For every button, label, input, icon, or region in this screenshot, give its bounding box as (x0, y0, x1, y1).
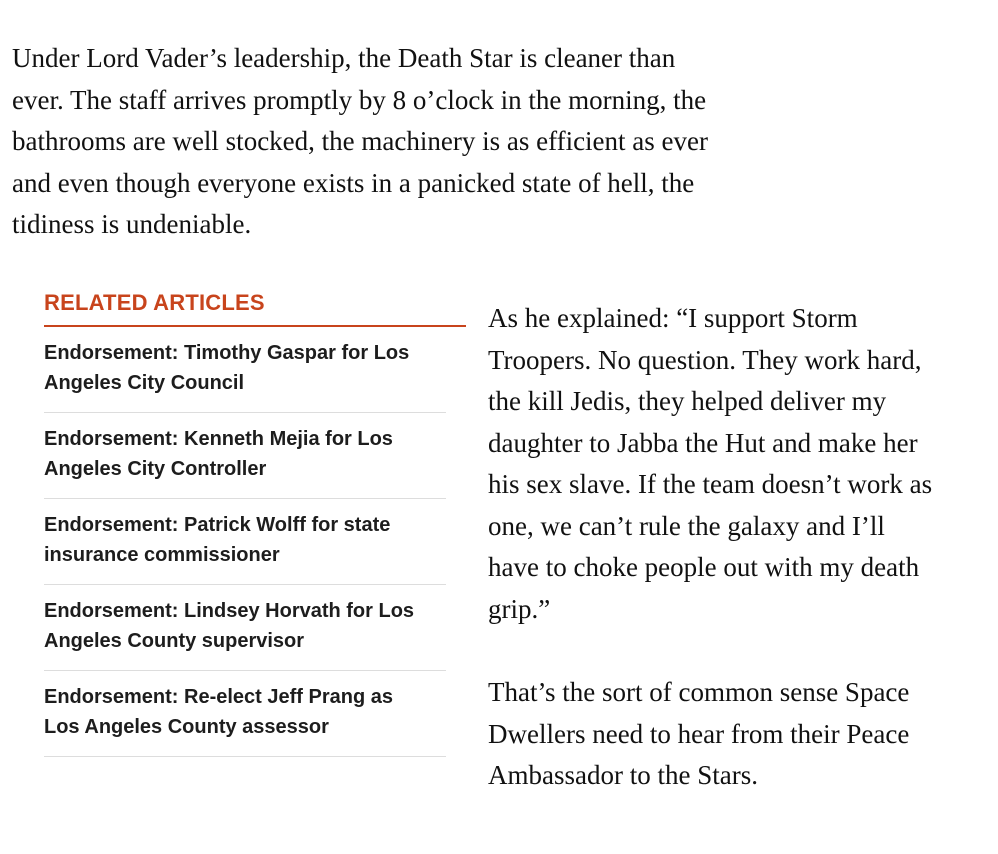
related-article-title-line: Endorsement: Timothy Gaspar for Los (44, 342, 410, 364)
related-article-title-line: Angeles County supervisor (44, 629, 305, 652)
related-article-link[interactable] (44, 683, 446, 742)
intro-line: bathrooms are well stocked, the machinery is as efficient as ever (12, 126, 708, 156)
related-article-title-line: Angeles City Controller (44, 457, 267, 480)
intro-line: Under Lord Vader’s leadership, the Death Star is cleaner than (12, 43, 676, 73)
related-article-item[interactable] (44, 671, 446, 757)
related-article-link[interactable] (44, 511, 446, 570)
intro-line: and even though everyone exists in a panicked state of hell, the (12, 167, 695, 198)
related-articles-panel (44, 290, 466, 757)
quote-line: daughter to Jabba the Hut and make her (488, 427, 918, 458)
related-article-title-line: insurance commissioner (44, 543, 280, 566)
closing-line: Ambassador to the Stars. (488, 760, 758, 790)
quote-line: have to choke people out with my death (488, 552, 920, 582)
related-article-title-line: Los Angeles County assessor (44, 715, 329, 738)
quote-line: Troopers. No question. They work hard, (488, 344, 922, 375)
related-article-title-line: Endorsement: Lindsey Horvath for Los (44, 600, 415, 622)
related-article-title-line: Endorsement: Kenneth Mejia for Los (44, 428, 393, 450)
intro-line: tidiness is undeniable. (12, 209, 252, 239)
related-article-link[interactable] (44, 597, 446, 656)
quote-line: the kill Jedis, they helped deliver my (488, 386, 887, 416)
related-article-title-line: Endorsement: Re-elect Jeff Prang as (44, 686, 393, 708)
related-article-item[interactable] (44, 413, 446, 499)
closing-line: Dwellers need to hear from their Peace (488, 718, 910, 749)
related-article-title-line: Endorsement: Patrick Wolff for state (44, 514, 391, 536)
related-article-item[interactable] (44, 499, 446, 585)
related-article-item[interactable] (44, 585, 446, 671)
quote-line: one, we can’t rule the galaxy and I’ll (488, 510, 885, 541)
closing-line: That’s the sort of common sense Space (488, 677, 910, 707)
quote-paragraph (488, 298, 988, 630)
related-article-link[interactable] (44, 339, 446, 398)
quote-line: As he explained: “I support Storm (488, 303, 858, 333)
quote-line: grip.” (488, 593, 551, 624)
related-article-item[interactable] (44, 327, 446, 413)
quote-line: his sex slave. If the team doesn’t work as (488, 469, 933, 499)
intro-line: ever. The staff arrives promptly by 8 o’clock in the morning, the (12, 84, 707, 115)
related-article-title-line: Angeles City Council (44, 371, 245, 394)
related-article-link[interactable] (44, 425, 446, 484)
related-articles-heading: RELATED ARTICLES (44, 290, 466, 327)
closing-paragraph (488, 672, 988, 797)
related-articles-list (44, 327, 446, 757)
intro-paragraph (12, 38, 812, 246)
